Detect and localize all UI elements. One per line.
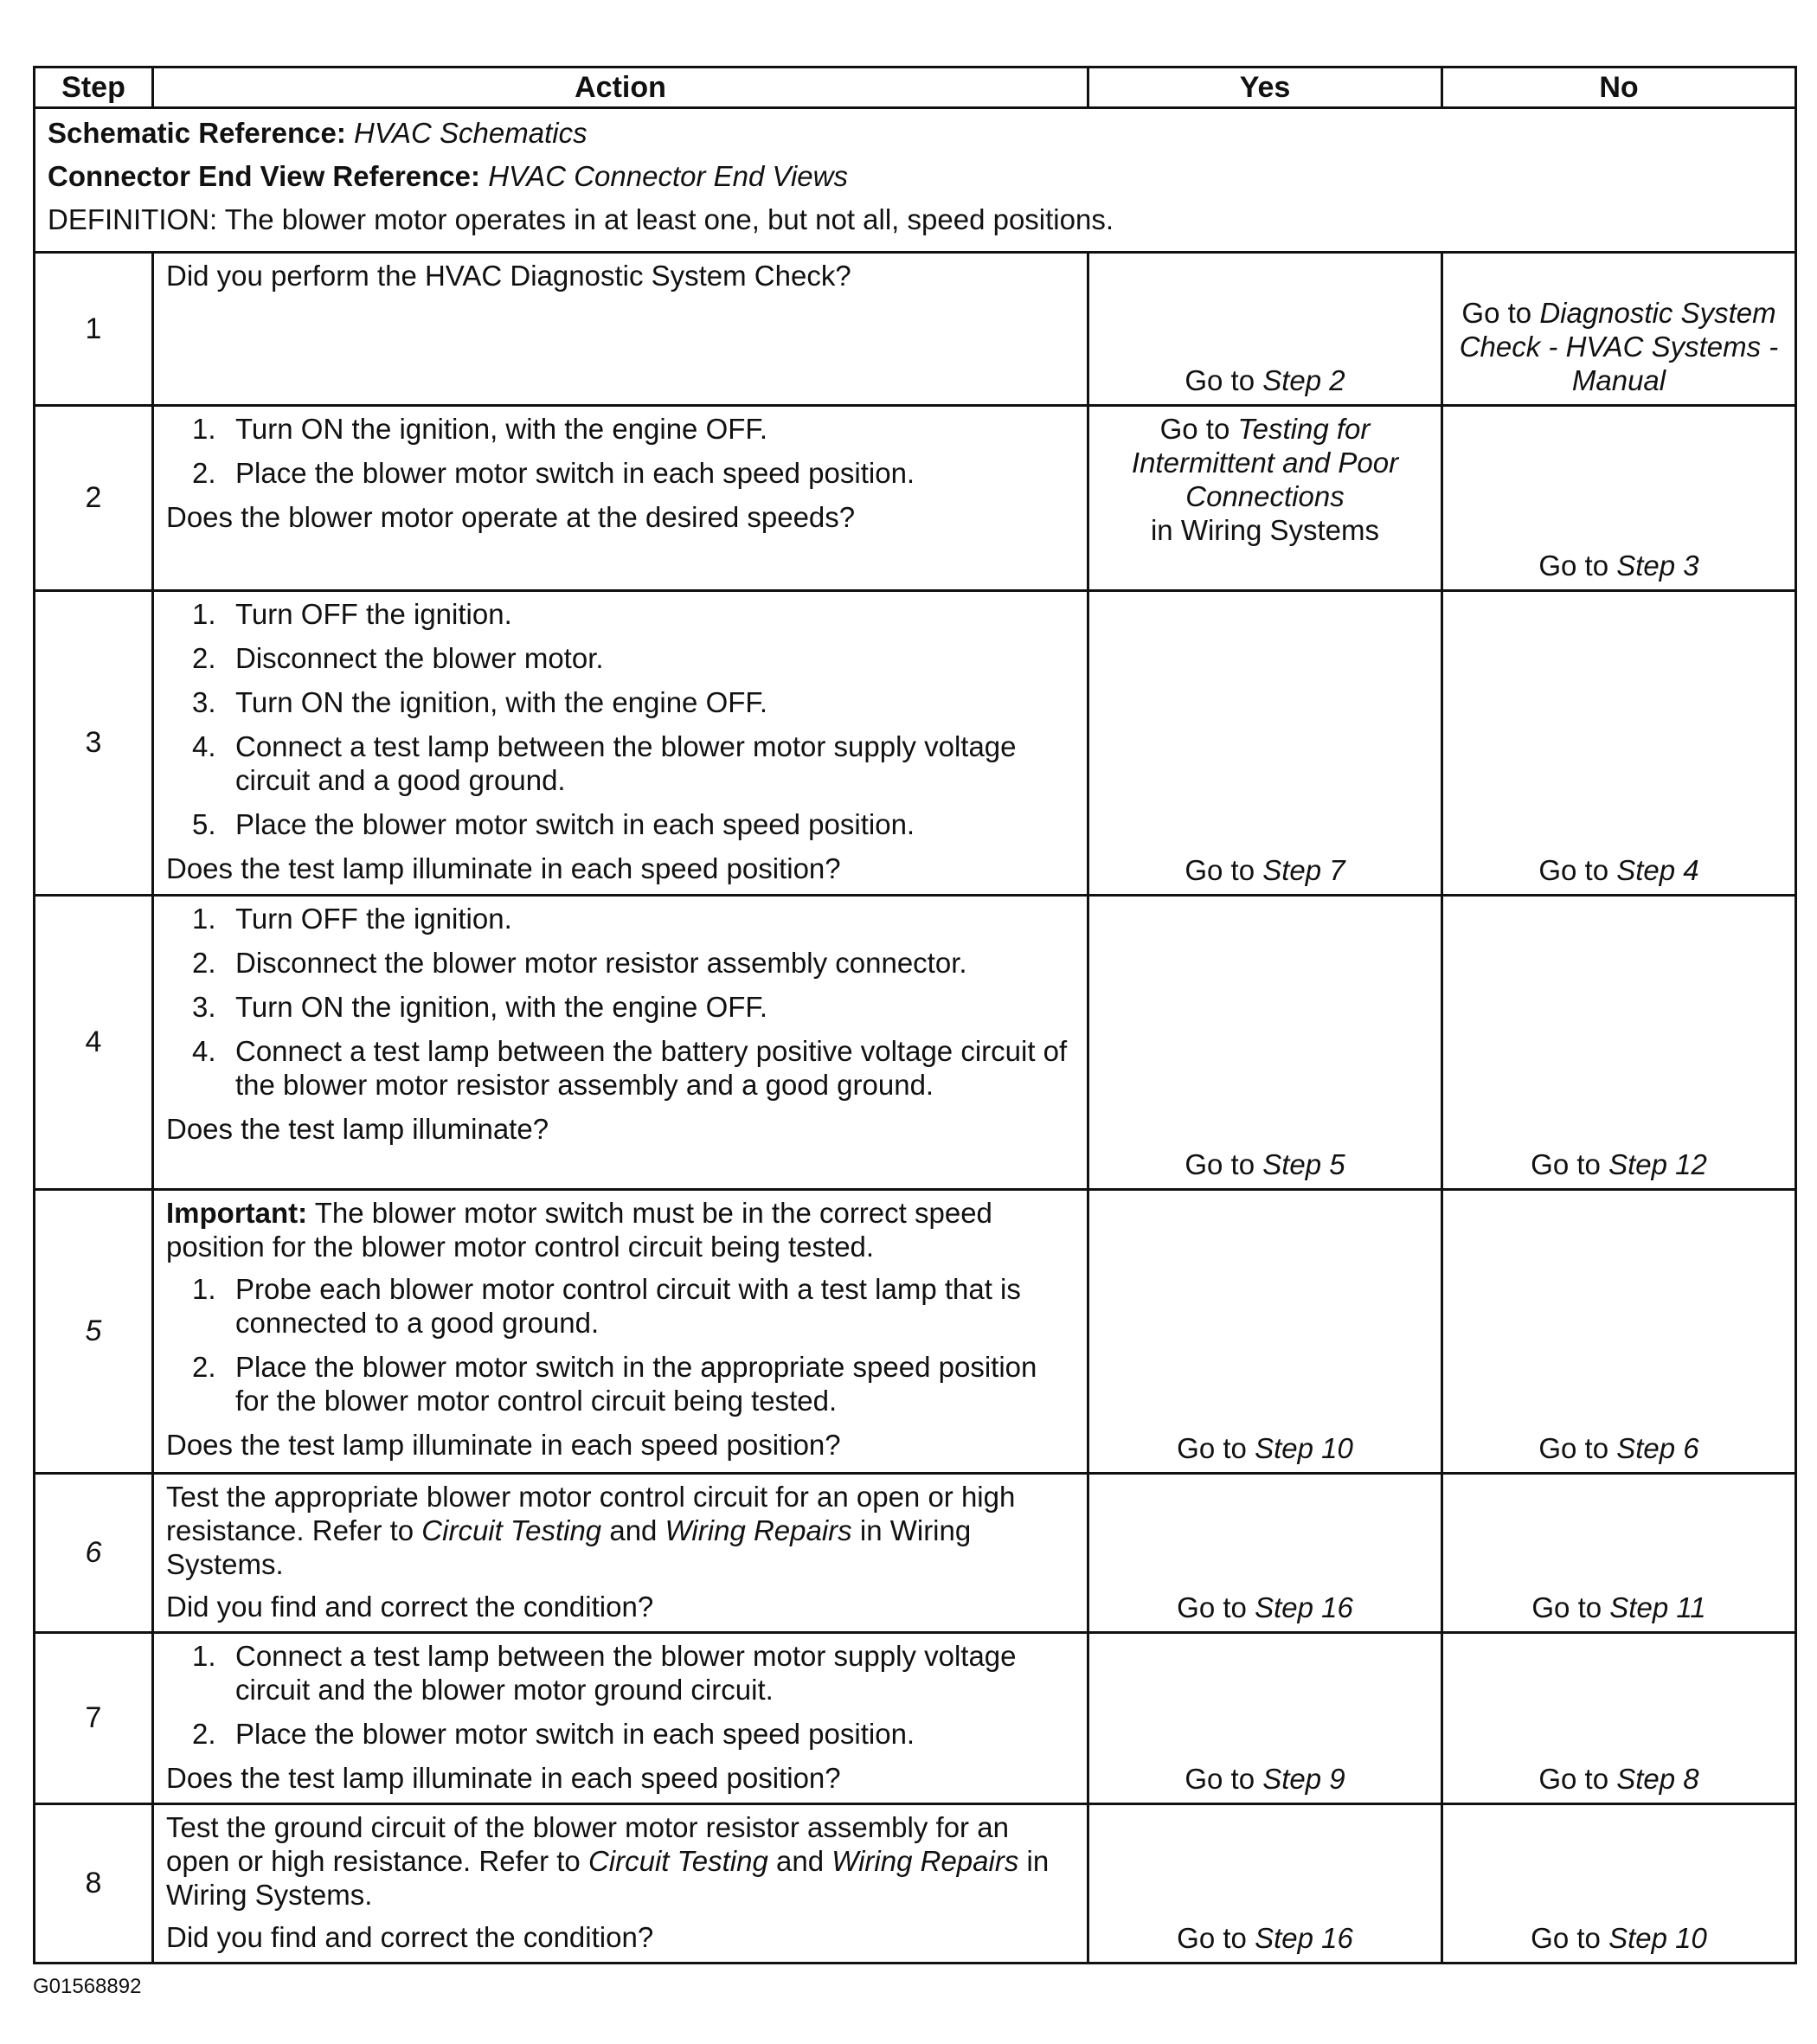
list-item: 2. Disconnect the blower motor resistor assembly connector. [192,947,967,979]
step-text: Test the ground circuit of the blower motor resistor assembly for an open or high resistance. Refer to Circuit Testing and Wiring Repairs in Wiring Systems. [166,1811,1050,1911]
list-item: 1. Turn OFF the ignition. [192,903,512,935]
list-item: 2. Place the blower motor switch in the appropriate speed position for the blower motor control circuit being tested. [192,1351,1037,1417]
step-action [153,591,1088,896]
step-row-6 [35,1474,1796,1633]
no-ref: Step 4 [1616,854,1699,886]
yes-prefix: Go to [1185,1148,1263,1180]
step-number: 4 [35,896,153,1190]
list-item: 5. Place the blower motor switch in each speed position. [192,808,915,840]
yes-ref: Testing for Intermittent and Poor Connections [1131,413,1399,512]
step-no [1442,1633,1796,1804]
yes-ref: Step 5 [1262,1148,1345,1180]
step-question: Did you find and correct the condition? [166,1921,654,1953]
no-prefix: Go to [1538,1432,1617,1464]
step-action [153,406,1088,591]
list-item: 2. Place the blower motor switch in each speed position. [192,1718,915,1750]
step-question: Does the test lamp illuminate in each speed position? [166,1429,841,1461]
step-items [166,412,1075,490]
no-prefix: Go to [1531,1148,1609,1180]
no-prefix: Go to [1538,550,1617,582]
step-number: 7 [35,1633,153,1804]
important-note [166,1196,1075,1263]
step-question: Does the test lamp illuminate? [166,1113,549,1145]
important-text: The blower motor switch must be in the correct speed position for the blower motor control circuit being tested. [166,1197,992,1263]
step-number: 3 [35,591,153,896]
info-cell [35,108,1796,253]
connector-label: Connector End View Reference: [48,160,481,192]
no-prefix: Go to [1538,1763,1617,1795]
step-items [166,902,1075,1102]
step-no [1442,1804,1796,1964]
step-row-8 [35,1804,1796,1964]
yes-prefix: Go to [1177,1922,1255,1954]
yes-ref: Step 9 [1262,1763,1345,1795]
list-item: 4. Connect a test lamp between the battery positive voltage circuit of the blower motor resistor assembly and a good ground. [192,1035,1068,1101]
header-action: Action [153,67,1088,108]
yes-prefix: Go to [1177,1591,1255,1623]
no-ref: Step 3 [1616,550,1699,582]
step-question: Does the blower motor operate at the desired speeds? [166,501,856,533]
step-action [153,1804,1088,1964]
schematic-reference [48,116,1782,159]
yes-ref: Step 2 [1262,364,1345,396]
step-yes [1088,1474,1442,1633]
yes-prefix: Go to [1159,413,1238,445]
step-items [166,1272,1075,1417]
step-yes [1088,1190,1442,1474]
step-text: Test the appropriate blower motor control circuit for an open or high resistance. Refer to Circuit Testing and Wiring Repairs in Wiring Systems. [166,1481,1016,1580]
step-row-7 [35,1633,1796,1804]
no-ref: Step 12 [1608,1148,1707,1180]
step-yes [1088,591,1442,896]
yes-prefix: Go to [1185,854,1263,886]
step-number: 5 [35,1190,153,1474]
yes-ref: Step 7 [1262,854,1345,886]
step-yes [1088,1633,1442,1804]
step-action [153,896,1088,1190]
no-ref: Step 11 [1609,1591,1706,1623]
list-item: 1. Probe each blower motor control circuit with a test lamp that is connected to a good ground. [192,1273,1021,1339]
step-yes [1088,406,1442,591]
header-row [35,67,1796,108]
no-prefix: Go to [1538,854,1617,886]
no-prefix: Go to [1531,1922,1609,1954]
list-item: 1. Connect a test lamp between the blower motor supply voltage circuit and the blower motor ground circuit. [192,1640,1017,1706]
schematic-label: Schematic Reference: [48,117,346,149]
diagnostic-table [33,66,1797,1964]
step-question: Did you find and correct the condition? [166,1591,654,1623]
step-action [153,1633,1088,1804]
step-row-5 [35,1190,1796,1474]
step-action [153,1190,1088,1474]
step-action [153,1474,1088,1633]
yes-prefix: Go to [1185,364,1263,396]
list-item: 3. Turn ON the ignition, with the engine OFF. [192,991,768,1023]
step-no [1442,253,1796,406]
no-ref: Step 10 [1608,1922,1707,1954]
step-question: Does the test lamp illuminate in each speed position? [166,1762,841,1794]
header-step: Step [35,67,153,108]
step-number: 2 [35,406,153,591]
step-no [1442,406,1796,591]
step-number: 1 [35,253,153,406]
no-ref: Step 8 [1616,1763,1699,1795]
list-item: 2. Place the blower motor switch in each speed position. [192,457,915,489]
list-item: 1. Turn ON the ignition, with the engine OFF. [192,413,768,445]
no-ref: Diagnostic System Check - HVAC Systems - Manual [1459,297,1779,396]
step-row-3 [35,591,1796,896]
step-number: 6 [35,1474,153,1633]
step-question: Does the test lamp illuminate in each speed position? [166,852,841,884]
step-number: 8 [35,1804,153,1964]
important-label: Important: [166,1197,308,1229]
info-row [35,108,1796,253]
header-no: No [1442,67,1796,108]
step-row-1 [35,253,1796,406]
list-item: 1. Turn OFF the ignition. [192,598,512,630]
step-no [1442,1190,1796,1474]
list-item: 4. Connect a test lamp between the blower motor supply voltage circuit and a good ground. [192,730,1017,796]
list-item: 3. Turn ON the ignition, with the engine OFF. [192,686,768,718]
connector-reference [48,159,1782,202]
step-yes [1088,896,1442,1190]
step-yes [1088,1804,1442,1964]
step-items [166,597,1075,841]
yes-ref: Step 10 [1255,1432,1353,1464]
schematic-value: HVAC Schematics [354,117,587,149]
step-items [166,1639,1075,1751]
connector-value: HVAC Connector End Views [488,160,848,192]
definition: DEFINITION: The blower motor operates in at least one, but not all, speed positions. [48,203,1114,235]
step-action [153,253,1088,406]
step-yes [1088,253,1442,406]
no-prefix: Go to [1461,297,1540,329]
yes-ref: Step 16 [1255,1591,1353,1623]
step-question: Did you perform the HVAC Diagnostic System Check? [166,260,851,292]
step-no [1442,896,1796,1190]
yes-suffix: in Wiring Systems [1150,514,1380,546]
diagnostic-table-container [33,66,1795,1964]
yes-ref: Step 16 [1255,1922,1353,1954]
step-row-4 [35,896,1796,1190]
step-no [1442,1474,1796,1633]
no-ref: Step 6 [1616,1432,1699,1464]
yes-prefix: Go to [1185,1763,1263,1795]
step-no [1442,591,1796,896]
figure-id: G01568892 [33,1975,142,1998]
step-row-2 [35,406,1796,591]
no-prefix: Go to [1531,1591,1610,1623]
header-yes: Yes [1088,67,1442,108]
list-item: 2. Disconnect the blower motor. [192,642,604,674]
yes-prefix: Go to [1177,1432,1255,1464]
